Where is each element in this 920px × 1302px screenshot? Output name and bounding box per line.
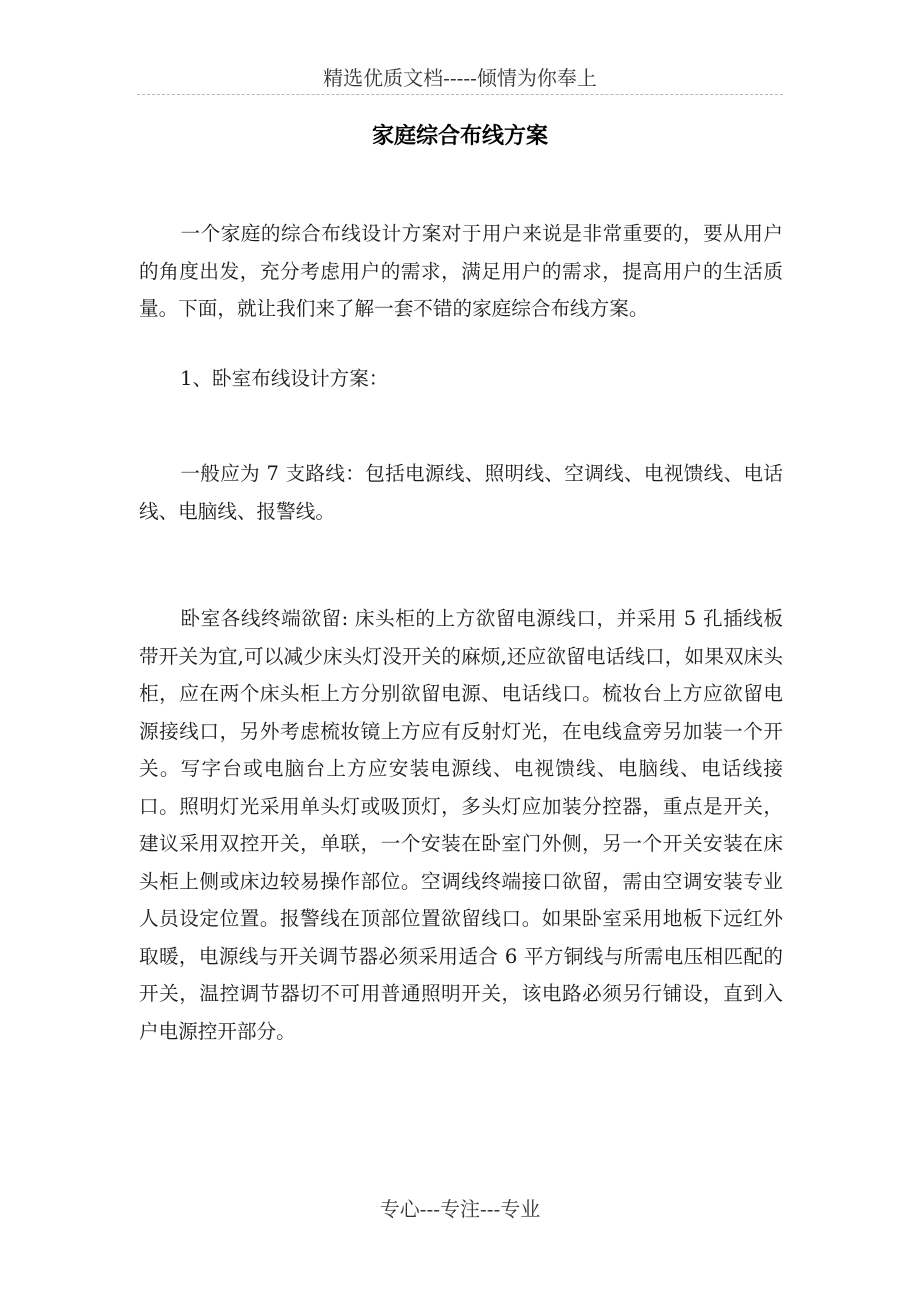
paragraph-intro: [139, 215, 783, 328]
page-header: 精选优质文档-----倾情为你奉上: [323, 66, 597, 90]
paragraph-text: 一个家庭的综合布线设计方案对于用户来说是非常重要的，要从用户的角度出发，充分考虑用户的需求，满足用户的需求，提高用户的生活质量。下面，就让我们来了解一套不错的家庭综合布线方案。: [139, 222, 783, 320]
document-title: 家庭综合布线方案: [371, 124, 548, 149]
section-heading-bedroom: [139, 360, 783, 398]
paragraph-text: 一般应为 7 支路线：包括电源线、照明线、空调线、电视馈线、电话线、电脑线、报警线。: [139, 462, 783, 523]
paragraph-text: 卧室各线终端欲留: 床头柜的上方欲留电源线口，并采用 5 孔插线板带开关为宜,可以减少床头灯没开关的麻烦,还应欲留电话线口，如果双床头柜，应在两个床头柜上方分别欲留电源、电话线口。梳妆台上方应欲留电源接线口，另外考虑梳妆镜上方应有反射灯光，在电线盒旁另加装一个开关。写字台或电脑台上方应安装电源线、电视馈线、电脑线、电话线接口。照明灯光采用单头灯或吸顶灯，多头灯应加装分控器，重点是开关，建议采用双控开关，单联，一个安装在卧室门外侧，另一个开关安装在床头柜上侧或床边较易操作部位。空调线终端接口欲留，需由空调安装专业人员设定位置。报警线在顶部位置欲留线口。如果卧室采用地板下远红外取暖，电源线与开关调节器必须采用适合 6 平方铜线与所需电压相匹配的开关，温控调节器切不可用普通照明开关，该电路必须另行铺设，直到入户电源控开部分。: [139, 607, 783, 1043]
paragraph-circuits: [139, 455, 783, 530]
section-heading-text: 1、卧室布线设计方案：: [180, 367, 389, 390]
header-divider: [137, 94, 783, 95]
page-footer: 专心---专注---专业: [379, 1197, 541, 1221]
paragraph-terminals: [139, 600, 783, 1050]
